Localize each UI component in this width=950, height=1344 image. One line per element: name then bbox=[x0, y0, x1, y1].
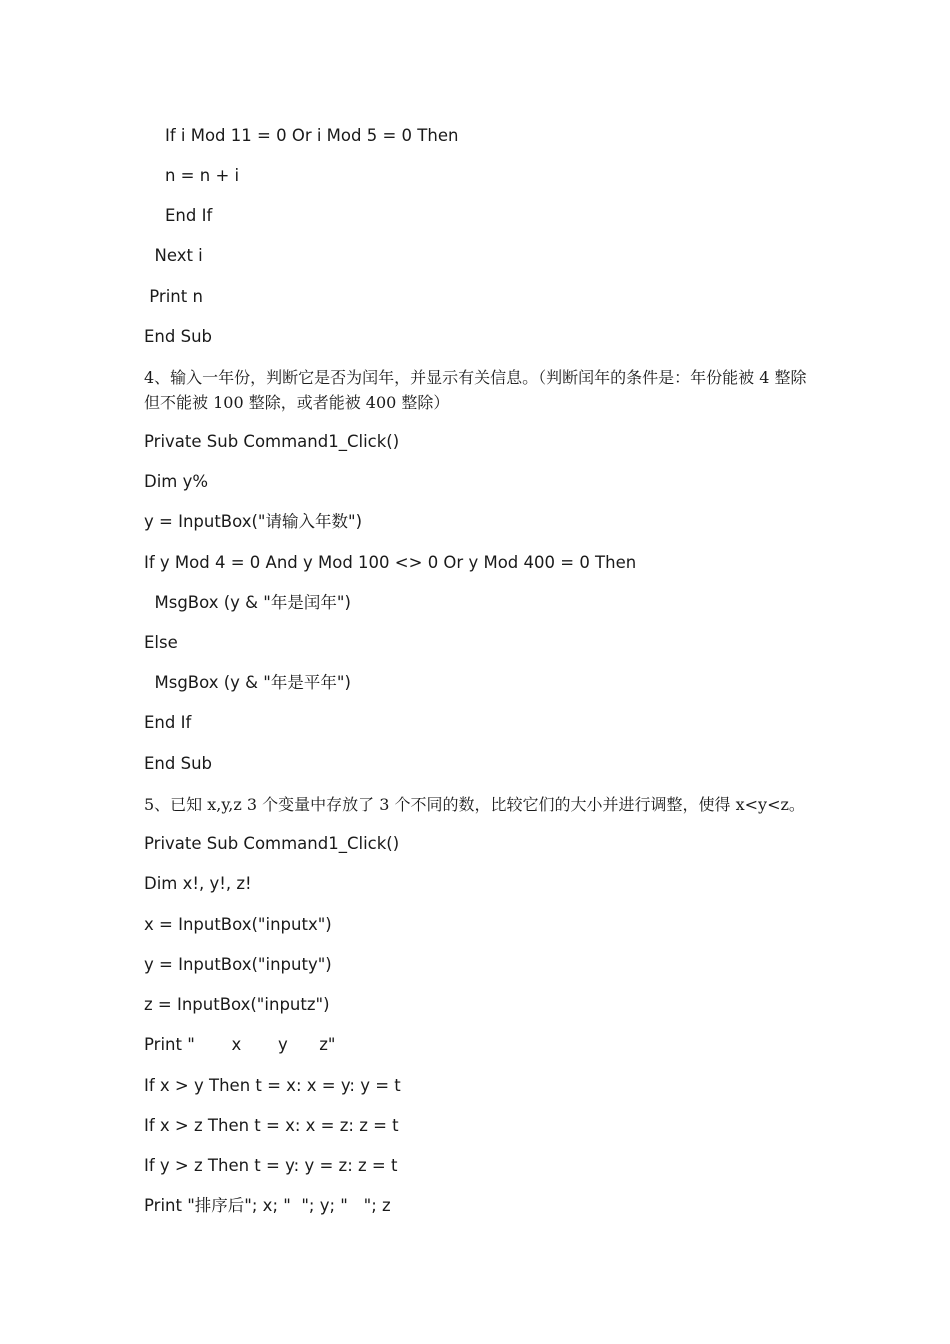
code-line: If y > z Then t = y: y = z: z = t bbox=[144, 1156, 398, 1175]
code-line: If y Mod 4 = 0 And y Mod 100 <> 0 Or y Mod 400 = 0 Then bbox=[144, 553, 637, 572]
code-line: Else bbox=[144, 633, 178, 652]
code-line: n = n + i bbox=[144, 166, 240, 185]
code-line: End If bbox=[144, 206, 213, 225]
question-5-text: 5、已知 x,y,z 3 个变量中存放了 3 个不同的数，比较它们的大小并进行调整，使得 x<y<z。 bbox=[144, 795, 805, 814]
code-line: End Sub bbox=[144, 327, 213, 346]
code-line: If x > z Then t = x: x = z: z = t bbox=[144, 1116, 399, 1135]
code-line: If i Mod 11 = 0 Or i Mod 5 = 0 Then bbox=[144, 126, 459, 145]
code-line: MsgBox (y & "年是平年") bbox=[144, 673, 351, 692]
code-line: End Sub bbox=[144, 754, 213, 773]
code-line: Print " x y z" bbox=[144, 1035, 336, 1054]
code-line: Private Sub Command1_Click() bbox=[144, 432, 400, 451]
code-line: Dim x!, y!, z! bbox=[144, 874, 252, 893]
question-4-text: 4、输入一年份，判断它是否为闰年，并显示有关信息。（判断闰年的条件是：年份能被 4 整除但不能被 100 整除，或者能被 400 整除） bbox=[144, 368, 807, 412]
code-line: Next i bbox=[144, 246, 203, 265]
code-line: Private Sub Command1_Click() bbox=[144, 834, 400, 853]
code-line: y = InputBox("inputy") bbox=[144, 955, 332, 974]
code-line: MsgBox (y & "年是闰年") bbox=[144, 593, 351, 612]
code-line: Print n bbox=[144, 287, 203, 306]
code-line: End If bbox=[144, 713, 192, 732]
code-line: z = InputBox("inputz") bbox=[144, 995, 330, 1014]
code-line: y = InputBox("请输入年数") bbox=[144, 512, 363, 531]
code-line: If x > y Then t = x: x = y: y = t bbox=[144, 1076, 401, 1095]
code-line: Dim y% bbox=[144, 472, 209, 491]
code-line: x = InputBox("inputx") bbox=[144, 915, 332, 934]
code-line: Print "排序后"; x; " "; y; " "; z bbox=[144, 1196, 391, 1215]
